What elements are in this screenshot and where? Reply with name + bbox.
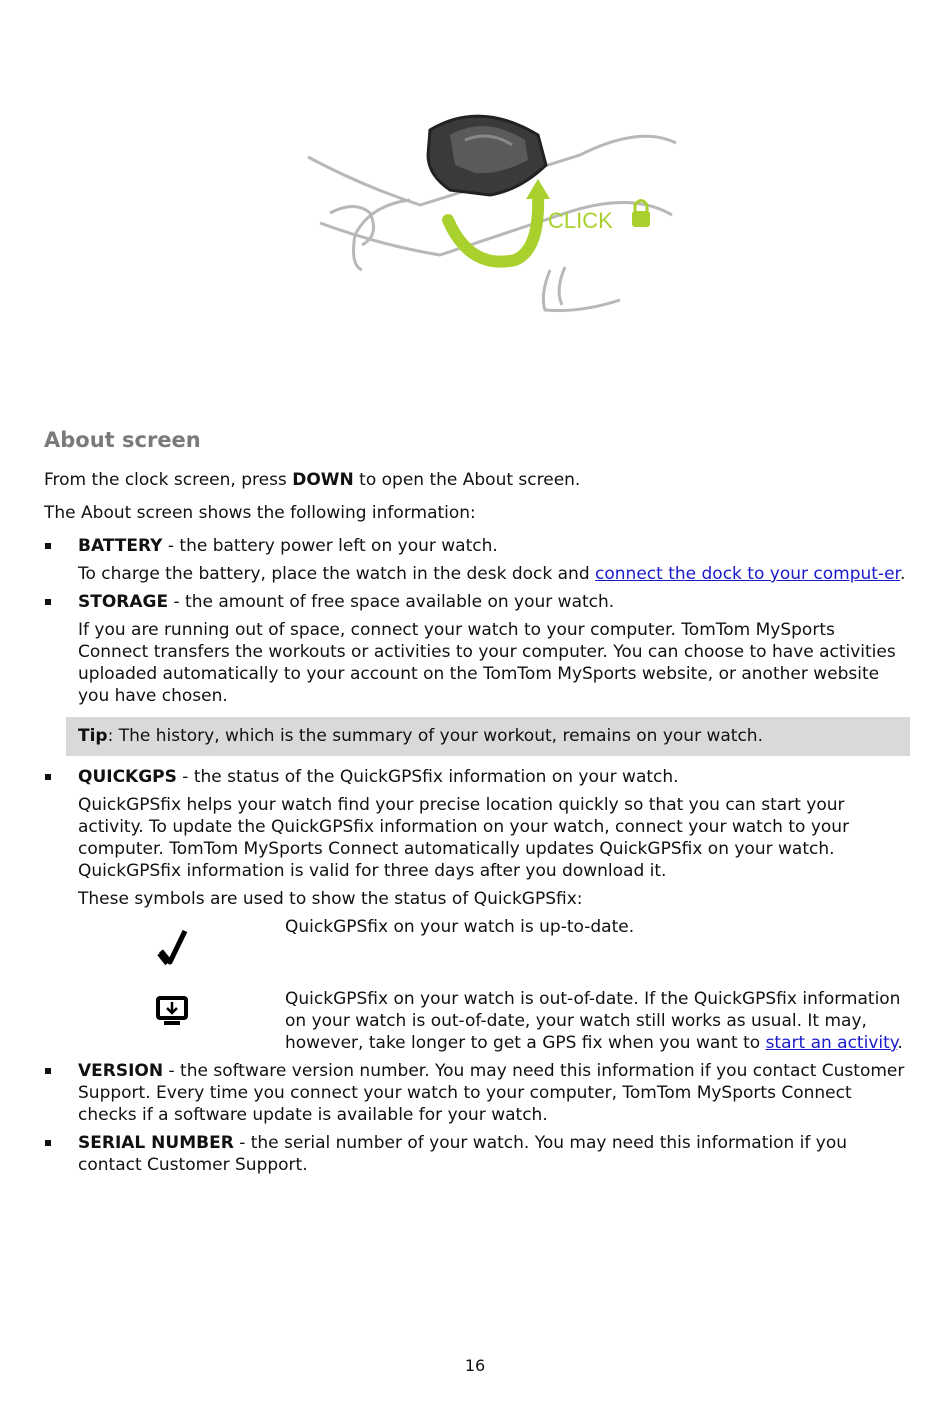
intro-paragraph: From the clock screen, press DOWN to open the About screen. (44, 470, 581, 490)
list-item-quickgps: QUICKGPS - the status of the QuickGPSfix information on your watch. QuickGPSfix helps your watch find your precise location quickly so that you can start your activity. To update the QuickGPSfix information on your watch, connect your watch to your computer. TomTom MySports Connect automatically updates QuickGPSfix on your watch. QuickGPSfix information is valid for three days after you download it. These symbols are used to show the status of QuickGPSfix: QuickGPSfix on your watch is up-to-date. QuickGPSfix on your watch is out-of-date. If the QuickGPSfix information on your watch is out-of-date, your watch still works as usual. It may, however, take longer to get a GPS fix when you want to start an activity. (44, 766, 910, 1054)
checkmark-icon (156, 926, 196, 970)
symbols-intro: These symbols are used to show the status of QuickGPSfix: (78, 889, 583, 909)
list-item-battery: BATTERY - the battery power left on your watch. To charge the battery, place the watch in the desk dock and connect the dock to your comput-er. (44, 535, 910, 585)
bullet-icon (45, 599, 51, 605)
start-activity-link[interactable]: start an activity (765, 1033, 898, 1053)
bullet-icon (45, 543, 51, 549)
version-label: VERSION (78, 1061, 164, 1081)
quickgps-label: QUICKGPS (78, 767, 177, 787)
tip-label: Tip (78, 726, 108, 746)
storage-label: STORAGE (78, 592, 169, 612)
click-label: CLICK (548, 208, 613, 233)
bullet-icon (45, 1068, 51, 1074)
bullet-icon (45, 774, 51, 780)
symbol-row-outdated (78, 988, 910, 1054)
serial-label: SERIAL NUMBER (78, 1133, 234, 1153)
tip-box: Tip: The history, which is the summary of your workout, remains on your watch. (66, 717, 910, 756)
storage-detail: If you are running out of space, connect your watch to your computer. TomTom MySports Connect transfers the workouts or activities to your computer. You can choose to have activities uploaded automatically to your account on the TomTom MySports website, or another website you have chosen. (78, 620, 896, 706)
connect-dock-link[interactable]: connect the dock to your comput-er (595, 564, 900, 584)
download-screen-icon (154, 994, 194, 1030)
list-item-storage: STORAGE - the amount of free space available on your watch. If you are running out of space, connect your watch to your computer. TomTom MySports Connect transfers the workouts or activities to your computer. You can choose to have activities uploaded automatically to your account on the TomTom MySports website, or another website you have chosen. (44, 591, 910, 707)
quickgps-detail: QuickGPSfix helps your watch find your precise location quickly so that you can start your activity. To update the QuickGPSfix information on your watch, connect your watch to your computer. TomTom MySports Connect automatically updates QuickGPSfix on your watch. QuickGPSfix information is valid for three days after you download it. (78, 795, 850, 881)
outdated-text: QuickGPSfix on your watch is out-of-date. If the QuickGPSfix information on your watch is out-of-date, your watch still works as usual. It may, however, take longer to get a GPS fix when you want to start an activity. (285, 989, 903, 1053)
uptodate-text: QuickGPSfix on your watch is up-to-date. (285, 917, 635, 937)
bullet-icon (45, 1140, 51, 1146)
list-item-version: VERSION - the software version number. You may need this information if you contact Customer Support. Every time you connect your watch to your computer, TomTom MySports Connect checks if a software update is available for your watch. (44, 1060, 910, 1126)
shows-paragraph: The About screen shows the following information: (44, 503, 476, 523)
down-key-label: DOWN (292, 470, 354, 490)
bike-mount-illustration (300, 95, 690, 325)
battery-label: BATTERY (78, 536, 163, 556)
symbol-row-uptodate (78, 916, 910, 976)
battery-detail: To charge the battery, place the watch in the desk dock and connect the dock to your comput-er. (78, 564, 906, 584)
about-section (44, 425, 910, 1182)
list-item-serial: SERIAL NUMBER - the serial number of your watch. You may need this information if you contact Customer Support. (44, 1132, 910, 1176)
section-heading: About screen (44, 428, 201, 452)
symbols-table (78, 916, 910, 1054)
page-number: 16 (464, 1356, 486, 1375)
